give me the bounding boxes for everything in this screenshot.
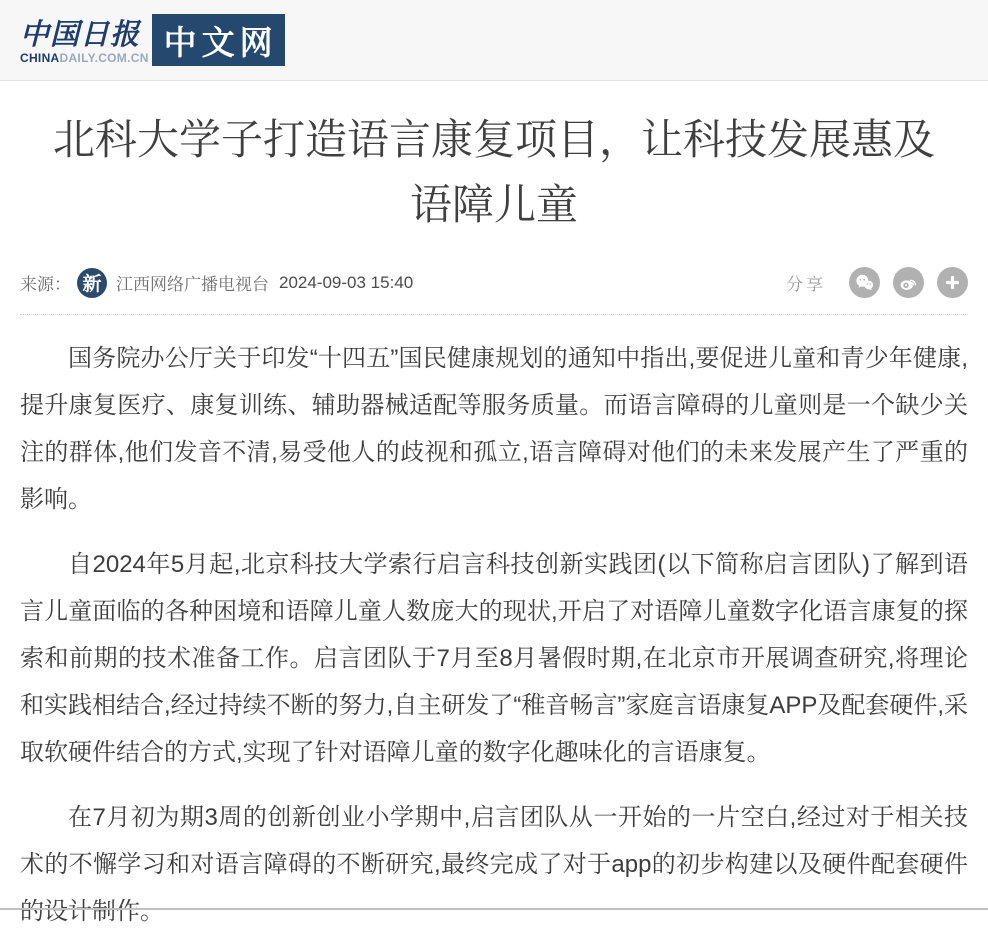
chinadaily-logo-wordmark bbox=[20, 18, 149, 66]
share-toolbar bbox=[786, 267, 968, 298]
chinadaily-logo[interactable] bbox=[20, 14, 285, 66]
weibo-icon bbox=[898, 272, 919, 293]
article-title: 北科大学子打造语言康复项目，让科技发展惠及语障儿童 bbox=[52, 116, 935, 228]
article-body bbox=[20, 315, 968, 935]
bottom-divider bbox=[0, 908, 988, 910]
weibo-share-button[interactable] bbox=[893, 267, 924, 298]
share-label: 分享 bbox=[786, 275, 826, 294]
source-logo-icon: 新 bbox=[77, 268, 107, 298]
chinadaily-logo-chinese: 中国日报 bbox=[20, 17, 141, 51]
article-paragraph: 在7月初为期3周的创新创业小学期中,启言团队从一开始的一片空白,经过对于相关技术的不懈学习和对语言障碍的不断研究,最终完成了对于app的初步构建以及硬件配套硬件的设计制作。 bbox=[20, 804, 968, 925]
article-meta-row bbox=[20, 261, 968, 314]
source-name: 江西网络广播电视台 bbox=[116, 275, 269, 294]
chinadaily-logo-url bbox=[20, 51, 149, 66]
plus-icon bbox=[942, 272, 963, 293]
source-info bbox=[20, 268, 413, 298]
site-header bbox=[0, 0, 988, 81]
logo-url-rest: DAILY.COM.CN bbox=[59, 51, 149, 65]
source-label: 来源： bbox=[20, 275, 71, 294]
publish-datetime: 2024-09-03 15:40 bbox=[279, 272, 414, 292]
article-paragraph: 自2024年5月起,北京科技大学索行启言科技创新实践团(以下简称启言团队)了解到语言儿童面临的各种困境和语障儿童人数庞大的现状,开启了对语障儿童数字化语言康复的探索和前期的技术准备工作。启言团队于7月至8月暑假时期,在北京市开展调查研究,将理论和实践相结合,经过持续不断的努力,自主研发了“稚音畅言”家庭言语康复APP及配套硬件,采取软硬件结合的方式,实现了针对语障儿童的数字化趣味化的言语康复。 bbox=[20, 551, 969, 766]
logo-url-china: CHINA bbox=[20, 51, 60, 65]
article-container bbox=[0, 107, 988, 935]
article-paragraph: 国务院办公厅关于印发“十四五”国民健康规划的通知中指出,要促进儿童和青少年健康,提升康复医疗、康复训练、辅助器械适配等服务质量。而语言障碍的儿童则是一个缺少关注的群体,他们发音不清,易受他人的歧视和孤立,语言障碍对他们的未来发展产生了严重的影响。 bbox=[20, 345, 968, 513]
wechat-share-button[interactable] bbox=[849, 267, 880, 298]
chinadaily-channel-badge: 中文网 bbox=[152, 14, 285, 66]
more-share-button[interactable] bbox=[937, 267, 968, 298]
wechat-icon bbox=[854, 272, 875, 293]
